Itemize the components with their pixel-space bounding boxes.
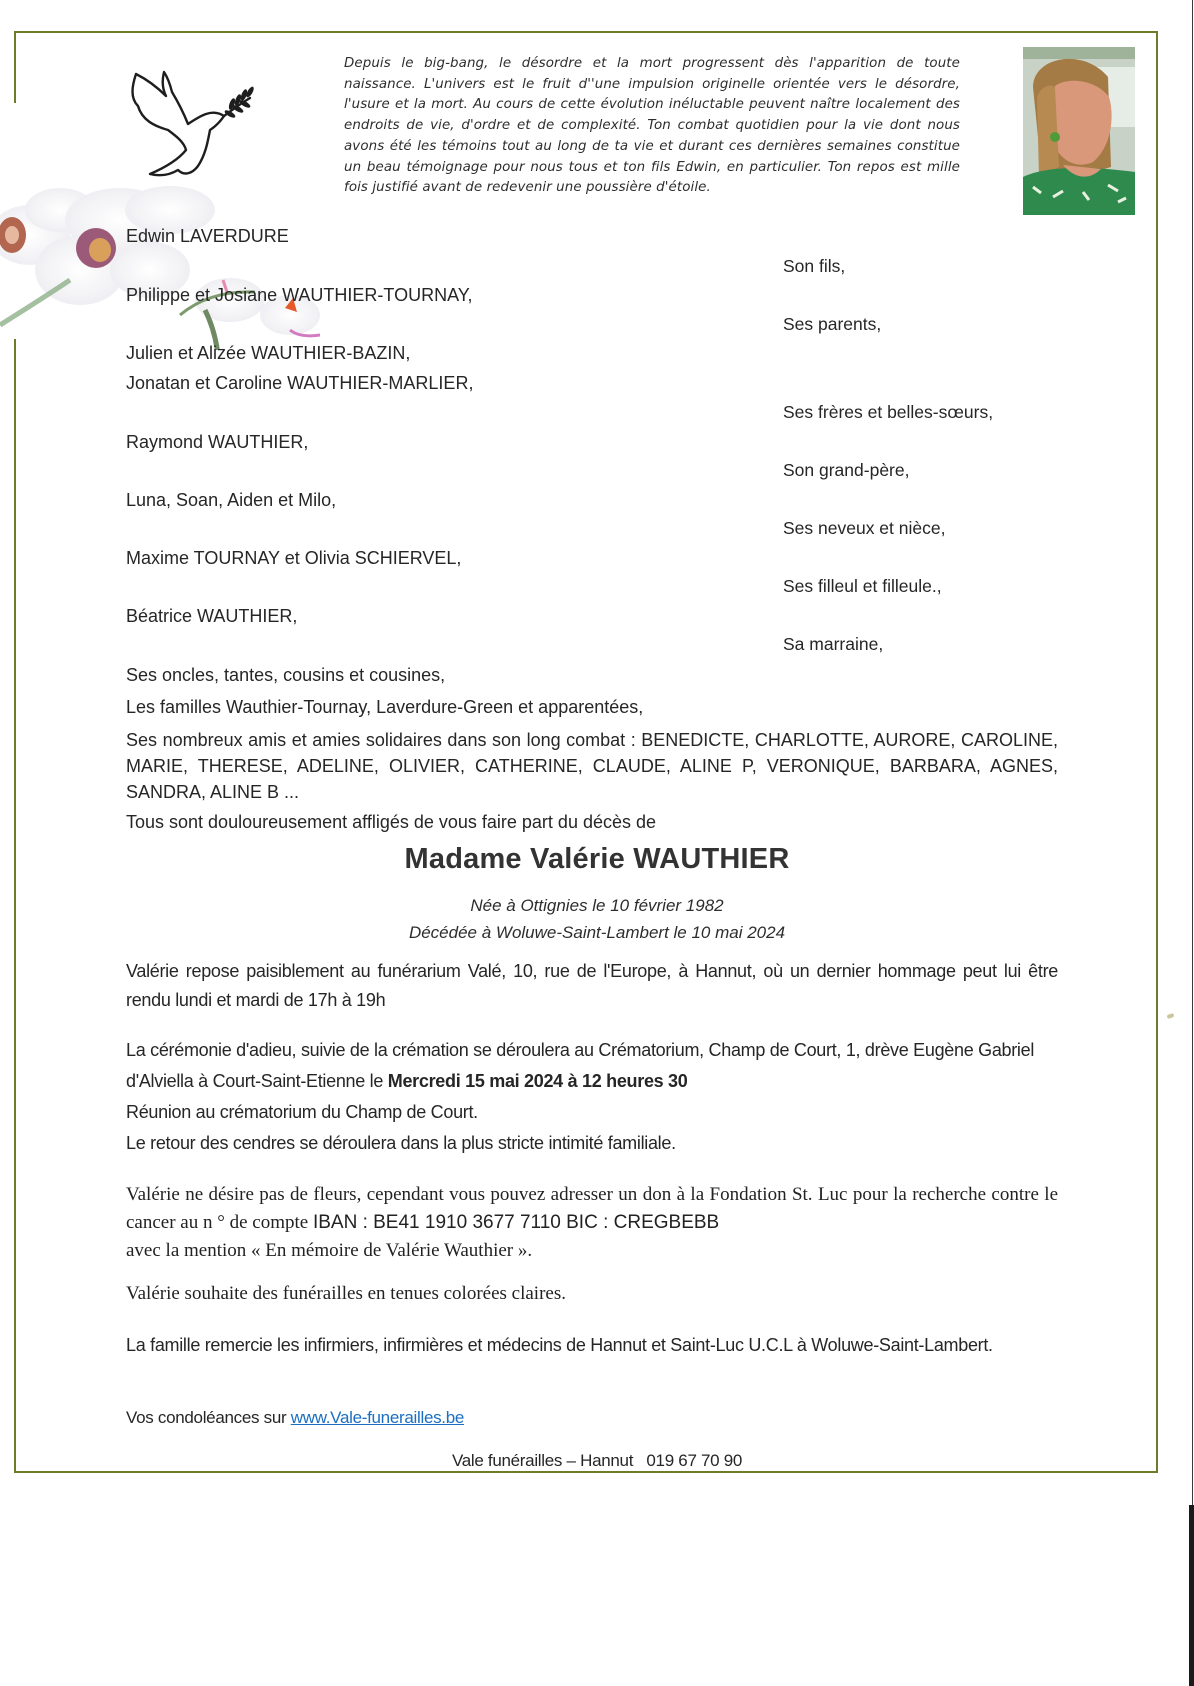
- family-member: Raymond WAUTHIER,: [126, 432, 309, 452]
- family-member: Luna, Soan, Aiden et Milo,: [126, 490, 337, 510]
- epigraph: Depuis le big-bang, le désordre et la mort progressent dès l'apparition de toute naissance. L'univers est le fruit d''une impulsion originelle orientée vers le désordre, l'usure et la mort. Au cours de cette évolution inéluctable peuvent naître localement des endroits de vie, d'ordre et de complexité. Ton combat quotidien pour la vie dont nous avons été les témoins tout au long de ta vie et durant ces dernières semaines constitue un beau témoignage pour nous tous et ton fils Edwin, en particulier. Ton repos est mille fois justifié avant de redevenir une poussière d'étoile.: [344, 56, 960, 196]
- donation-info: [126, 1181, 1058, 1265]
- family-member: Edwin LAVERDURE: [126, 226, 289, 246]
- family-member: Julien et Alizée WAUTHIER-BAZIN,: [126, 343, 411, 363]
- relation-label: Ses neveux et nièce,: [783, 518, 946, 538]
- family-member: Philippe et Josiane WAUTHIER-TOURNAY,: [126, 285, 473, 305]
- extended-family-line: Les familles Wauthier-Tournay, Laverdure-Green et apparentées,: [126, 697, 644, 717]
- relation-label: Sa marraine,: [783, 634, 884, 654]
- relation-label: Ses frères et belles-sœurs,: [783, 402, 994, 422]
- orchid-icon: [0, 180, 330, 350]
- condolences-link[interactable]: www.Vale-funerailles.be: [290, 1408, 465, 1427]
- ashes-info: Le retour des cendres se déroulera dans la plus stricte intimité familiale.: [126, 1133, 676, 1153]
- family-member: Maxime TOURNAY et Olivia SCHIERVEL,: [126, 548, 462, 568]
- donation-text: Valérie ne désire pas de fleurs, cependant vous pouvez adresser un don à la Fondation St. Luc pour la recherche contre le cancer au n ° de compte: [126, 1184, 1058, 1233]
- friends-list: Ses nombreux amis et amies solidaires dans son long combat : BENEDICTE, CHARLOTTE, AURORE, CAROLINE, MARIE, THERESE, ADELINE, OLIVIER, CATHERINE, CLAUDE, ALINE P, VERONIQUE, BARBARA, AGNES, SANDRA, ALINE B ...: [126, 730, 1058, 802]
- scan-shadow: [1189, 1505, 1194, 1686]
- ceremony-info: [126, 1035, 1058, 1159]
- visitation-info: Valérie repose paisiblement au funérarium Valé, 10, rue de l'Europe, à Hannut, où un dernier hommage peut lui être rendu lundi et mardi de 17h à 19h: [126, 961, 1058, 1010]
- portrait-icon: [1023, 47, 1135, 215]
- dress-code: Valérie souhaite des funérailles en tenues colorées claires.: [126, 1283, 566, 1304]
- announcement: Tous sont douloureusement affligés de vous faire part du décès de: [126, 812, 657, 832]
- ceremony-datetime: Mercredi 15 mai 2024 à 12 heures 30: [387, 1071, 688, 1091]
- deceased-name: Madame Valérie WAUTHIER: [404, 843, 790, 875]
- death-info: Décédée à Woluwe-Saint-Lambert le 10 mai 2024: [408, 923, 786, 942]
- relation-label: Ses filleul et filleule.,: [783, 576, 942, 596]
- portrait-photo: [1023, 47, 1135, 215]
- ceremony-text: La cérémonie d'adieu, suivie de la crémation se déroulera au Crématorium, Champ de Court, 1, drève Eugène Gabriel d'Alviella à Court-Saint-Etienne le: [126, 1040, 1035, 1091]
- relation-label: Son fils,: [783, 256, 846, 276]
- birth-info: Née à Ottignies le 10 février 1982: [470, 896, 724, 915]
- ceremony-meeting: Réunion au crématorium du Champ de Court.: [126, 1102, 478, 1122]
- thanks-text: La famille remercie les infirmiers, infirmières et médecins de Hannut et Saint-Luc U.C.L à Woluwe-Saint-Lambert.: [126, 1335, 993, 1355]
- family-member: Jonatan et Caroline WAUTHIER-MARLIER,: [126, 373, 474, 393]
- relation-label: Son grand-père,: [783, 460, 910, 480]
- scan-speck: [1167, 1013, 1175, 1019]
- condolences: [126, 1408, 1058, 1428]
- condolences-label: Vos condoléances sur: [126, 1408, 291, 1427]
- life-dates: [0, 892, 1194, 946]
- funeral-home-footer: Vale funérailles – Hannut 019 67 70 90: [451, 1451, 743, 1470]
- extended-family-line: Ses oncles, tantes, cousins et cousines,: [126, 665, 446, 685]
- dove-icon: [128, 70, 256, 182]
- donation-mention: avec la mention « En mémoire de Valérie Wauthier ».: [126, 1240, 533, 1261]
- iban-number: IBAN : BE41 1910 3677 7110 BIC : CREGBEBB: [312, 1212, 720, 1233]
- relation-label: Ses parents,: [783, 314, 882, 334]
- family-member: Béatrice WAUTHIER,: [126, 606, 298, 626]
